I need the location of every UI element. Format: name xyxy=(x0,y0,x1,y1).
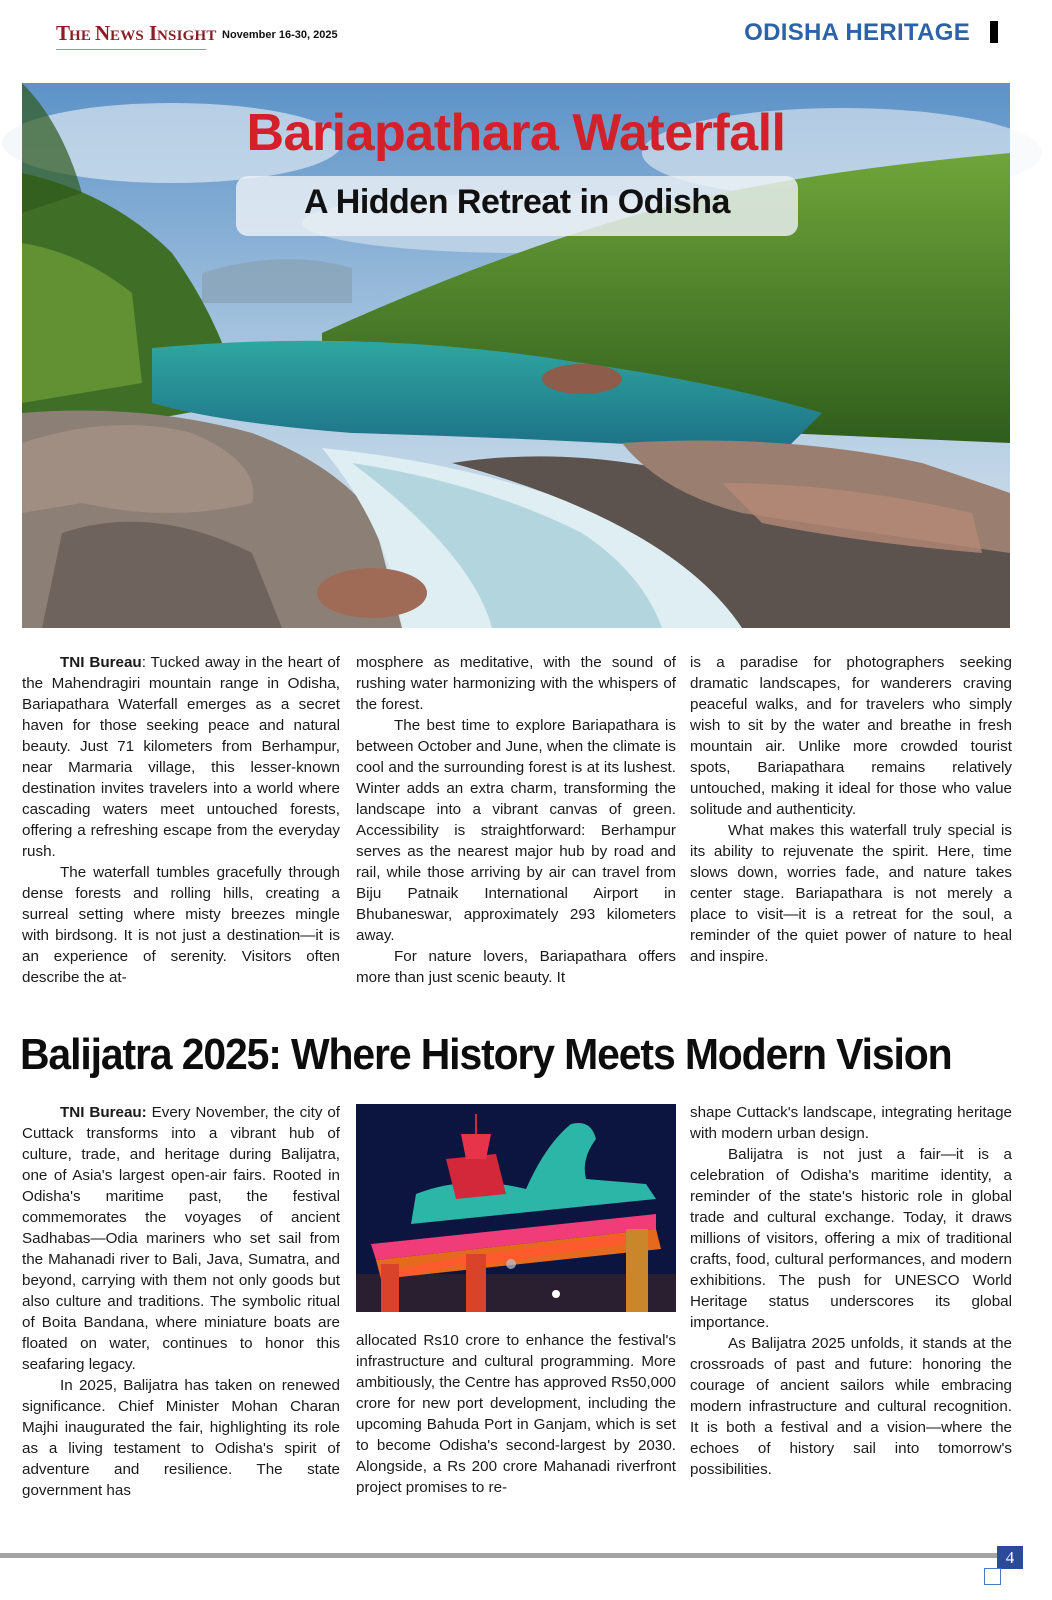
article1-column-2 xyxy=(356,652,676,988)
page-number: 4 xyxy=(997,1546,1023,1569)
article-paragraph: is a paradise for photographers seeking dramatic landscapes, for wanderers craving peaceful walks, and for travelers who simply wish to sit by the water and breathe in fresh mountain air. Unlike more crowded tourist spots, Bariapathara remains relatively untouched, making it ideal for those who value solitude and authenticity. xyxy=(690,654,1012,818)
publication-logo xyxy=(56,21,217,47)
article-paragraph: What makes this waterfall truly special is its ability to rejuvenate the spirit. Here, time slows down, worries fade, and nature takes center stage. Bariapathara is not merely a place to visit—it is a retreat for the soul, a reminder of the quiet power of nature to heal and inspire. xyxy=(690,822,1012,965)
section-marker-bar xyxy=(990,21,998,43)
article-title: Bariapathara Waterfall xyxy=(246,104,786,162)
article2-headline: Balijatra 2025: Where History Meets Modern Vision xyxy=(20,1030,952,1079)
article-paragraph: TNI Bureau: Every November, the city of Cuttack transforms into a vibrant hub of culture, trade, and heritage during Balijatra, one of Asia's largest open-air fairs. Rooted in Odisha's maritime past, the festival commemorates the voyages of ancient Sadhabas—Odia mariners who set sail from the Mahanadi river to Bali, Java, Sumatra, and beyond, carrying with them not only goods but also culture and traditions. The symbolic ritual of Boita Bandana, where miniature boats are floated on water, continues to honor this seafaring legacy. xyxy=(22,1104,340,1373)
issue-date: November 16-30, 2025 xyxy=(222,29,338,41)
logo-rule xyxy=(56,49,206,50)
hero-image-waterfall xyxy=(22,83,1010,628)
page-corner-square-icon xyxy=(984,1568,1001,1585)
article-paragraph: Balijatra is not just a fair—it is a celebration of Odisha's maritime identity, a reminder of the state's historic role in global trade and cultural exchange. Today, it draws millions of visitors, offering a mix of traditional crafts, food, cultural performances, and modern exhibitions. The push for UNESCO World Heritage status underscores its global importance. xyxy=(690,1146,1012,1331)
article-paragraph: In 2025, Balijatra has taken on renewed significance. Chief Minister Mohan Charan Majhi inaugurated the fair, highlighting its role as a living testament to Odisha's spirit of adventure and resilience. The state government has xyxy=(22,1377,340,1499)
article-paragraph: As Balijatra 2025 unfolds, it stands at the crossroads of past and future: honoring the courage of ancient sailors while embracing modern infrastructure and cultural recognition. It is both a festival and a vision—where the echoes of history sail into tomorrow's possibilities. xyxy=(690,1335,1012,1478)
article2-column-2 xyxy=(356,1330,676,1498)
byline: TNI Bureau xyxy=(60,654,142,671)
article2-column-1 xyxy=(22,1102,340,1501)
article-paragraph: The best time to explore Bariapathara is between October and June, when the climate is cool and the surrounding forest is at its lushest. Winter adds an extra charm, transforming the landscape into a vibrant canvas of green. Accessibility is straightforward: Berhampur serves as the nearest major hub by road and rail, while those arriving by air can travel from Biju Patnaik International Airport in Bhubaneswar, approximately 293 kilometers away. xyxy=(356,717,676,944)
svg-text:NSIGHT: NSIGHT xyxy=(157,28,217,44)
article-paragraph: shape Cuttack's landscape, integrating heritage with modern urban design. xyxy=(690,1104,1012,1142)
article-paragraph: The waterfall tumbles gracefully through dense forests and rolling hills, creating a surreal setting where misty breezes mingle with birdsong. It is not just a destination—it is an experience of serenity. Visitors often describe the at- xyxy=(22,864,340,986)
article-paragraph: For nature lovers, Bariapathara offers more than just scenic beauty. It xyxy=(356,948,676,986)
article1-column-1 xyxy=(22,652,340,988)
article-subtitle: A Hidden Retreat in Odisha xyxy=(304,183,730,221)
svg-text:I: I xyxy=(149,21,158,45)
article-paragraph: mosphere as meditative, with the sound of rushing water harmonizing with the whispers of the forest. xyxy=(356,654,676,713)
svg-text:T: T xyxy=(56,21,71,45)
article2-column-3 xyxy=(690,1102,1012,1480)
svg-text:HE: HE xyxy=(69,28,92,44)
svg-text:N: N xyxy=(95,21,111,45)
footer-rule xyxy=(0,1553,1000,1558)
article-paragraph: TNI Bureau: Tucked away in the heart of the Mahendragiri mountain range in Odisha, Bariapathara Waterfall emerges as a secret haven for those seeking peace and natural beauty. Just 71 kilometers from Berhampur, near Marmaria village, this lesser-known destination invites travelers into a world where cascading waters meet untouched forests, offering a refreshing escape from the everyday rush. xyxy=(22,654,340,860)
svg-text:EWS: EWS xyxy=(110,28,144,44)
balijatra-gate-photo xyxy=(356,1104,676,1312)
article-paragraph: allocated Rs10 crore to enhance the festival's infrastructure and cultural programming. More ambitiously, the Centre has approved Rs50,000 crore for new port development, including the upcoming Bahuda Port in Ganjam, which is set to become Odisha's second-largest by 2030. Alongside, a Rs 200 crore Mahanadi riverfront project promises to re- xyxy=(356,1332,676,1496)
waterfall-photo xyxy=(22,83,1010,628)
publication-masthead xyxy=(56,21,217,52)
logo-wordmark xyxy=(56,21,217,45)
byline: TNI Bureau: xyxy=(60,1104,147,1121)
article1-column-3 xyxy=(690,652,1012,967)
balijatra-illuminated-gate-image xyxy=(356,1104,676,1312)
section-label: ODISHA HERITAGE xyxy=(744,19,970,46)
